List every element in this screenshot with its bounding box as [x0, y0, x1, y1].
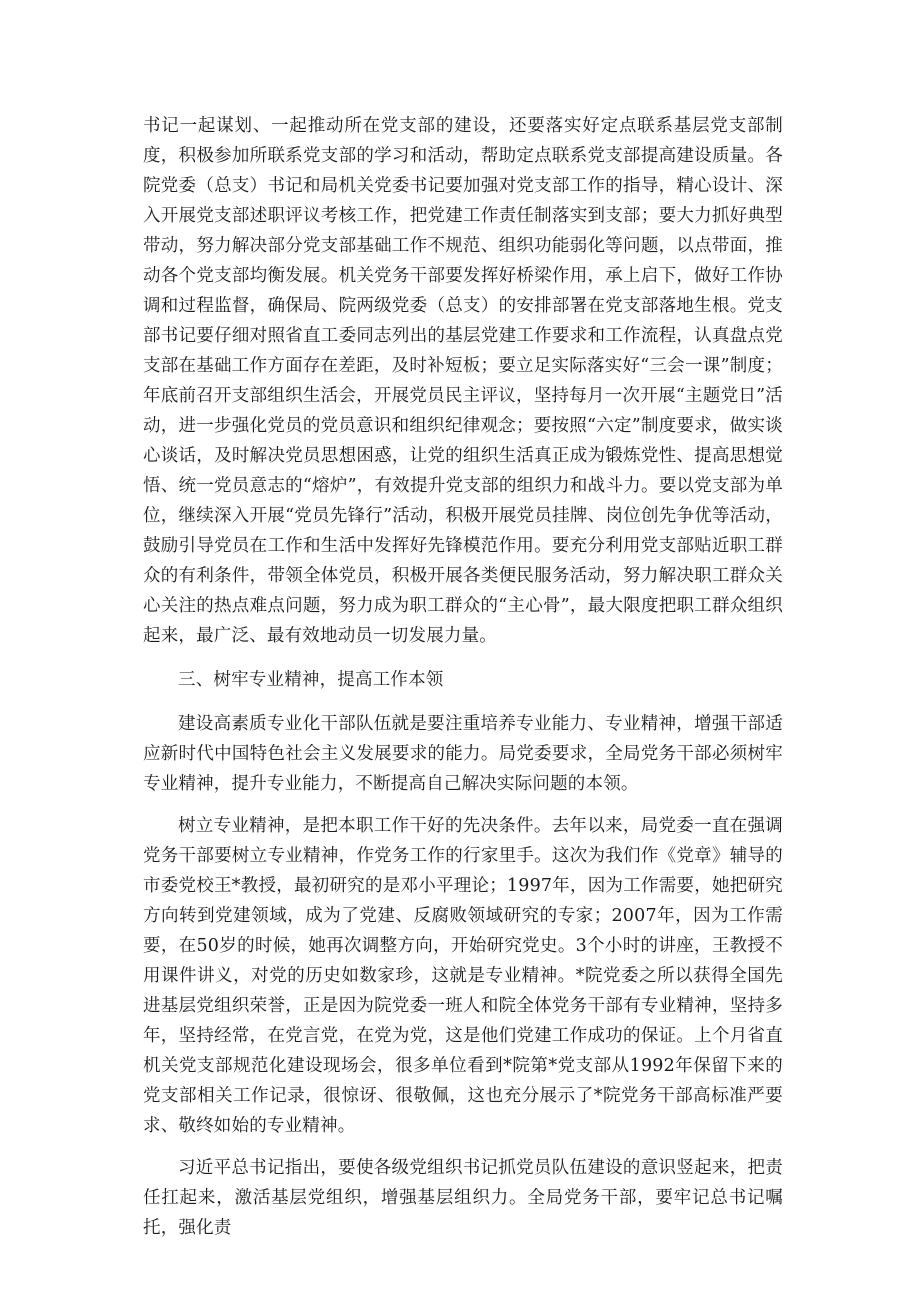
paragraph-professional-team: 建设高素质专业化干部队伍就是要注重培养专业能力、专业精神，增强干部适应新时代中国特色社会主义发展要求的能力。局党委要求，全局党务干部必须树牢专业精神，提升专业能力，不断提高自己解决实际问题的本领。 [143, 714, 783, 794]
paragraph-secretary-instruction: 习近平总书记指出，要使各级党组织书记抓党员队伍建设的意识竖起来，把责任扛起来，激活基层党组织，增强基层组织力。全局党务干部，要牢记总书记嘱托，强化责 [143, 1158, 783, 1238]
paragraph-branch-duties: 书记一起谋划、一起推动所在党支部的建设，还要落实好定点联系基层党支部制度，积极参加所联系党支部的学习和活动，帮助定点联系党支部提高建设质量。各院党委（总支）书记和局机关党委书记要加强对党支部工作的指导，精心设计、深入开展党支部述职评议考核工作，把党建工作责任制落实到支部；要大力抓好典型带动，努力解决部分党支部基础工作不规范、组织功能弱化等问题，以点带面，推动各个党支部均衡发展。机关党务干部要发挥好桥梁作用，承上启下，做好工作协调和过程监督，确保局、院两级党委（总支）的安排部署在党支部落地生根。党支部书记要仔细对照省直工委同志列出的基层党建工作要求和工作流程，认真盘点党支部在基础工作方面存在差距，及时补短板；要立足实际落实好“三会一课”制度；年底前召开支部组织生活会，开展党员民主评议，坚持每月一次开展“主题党日”活动，进一步强化党员的党员意识和组织纪律观念；要按照“六定”制度要求，做实谈心谈话，及时解决党员思想困惑，让党的组织生活真正成为锻炼党性、提高思想觉悟、统一党员意志的“熔炉”，有效提升党支部的组织力和战斗力。要以党支部为单位，继续深入开展“党员先锋行”活动，积极开展党员挂牌、岗位创先争优等活动，鼓励引导党员在工作和生活中发挥好先锋模范作用。要充分利用党支部贴近职工群众的有利条件，带领全体党员，积极开展各类便民服务活动，努力解决职工群众关心关注的热点难点问题，努力成为职工群众的“主心骨”，最大限度把职工群众组织起来，最广泛、最有效地动员一切发展力量。 [143, 116, 783, 646]
paragraph-professional-spirit: 树立专业精神，是把本职工作干好的先决条件。去年以来，局党委一直在强调党务干部要树立专业精神，作党务工作的行家里手。这次为我们作《党章》辅导的市委党校王*教授，最初研究的是邓小平理论；1997年，因为工作需要，她把研究方向转到党建领域，成为了党建、反腐败领域研究的专家；2007年，因为工作需要，在50岁的时候，她再次调整方向，开始研究党史。3个小时的讲座，王教授不用课件讲义，对党的历史如数家珍，这就是专业精神。*院党委之所以获得全国先进基层党组织荣誉，正是因为院党委一班人和院全体党务干部有专业精神，坚持多年，坚持经常，在党言党，在党为党，这是他们党建工作成功的保证。上个月省直机关党支部规范化建设现场会，很多单位看到*院第*党支部从1992年保留下来的党支部相关工作记录，很惊讶、很敬佩，这也充分展示了*院党务干部高标准严要求、敬终如始的专业精神。 [143, 816, 783, 1136]
section-heading-three: 三、树牢专业精神，提高工作本领 [178, 670, 444, 690]
document-page [143, 111, 783, 1243]
